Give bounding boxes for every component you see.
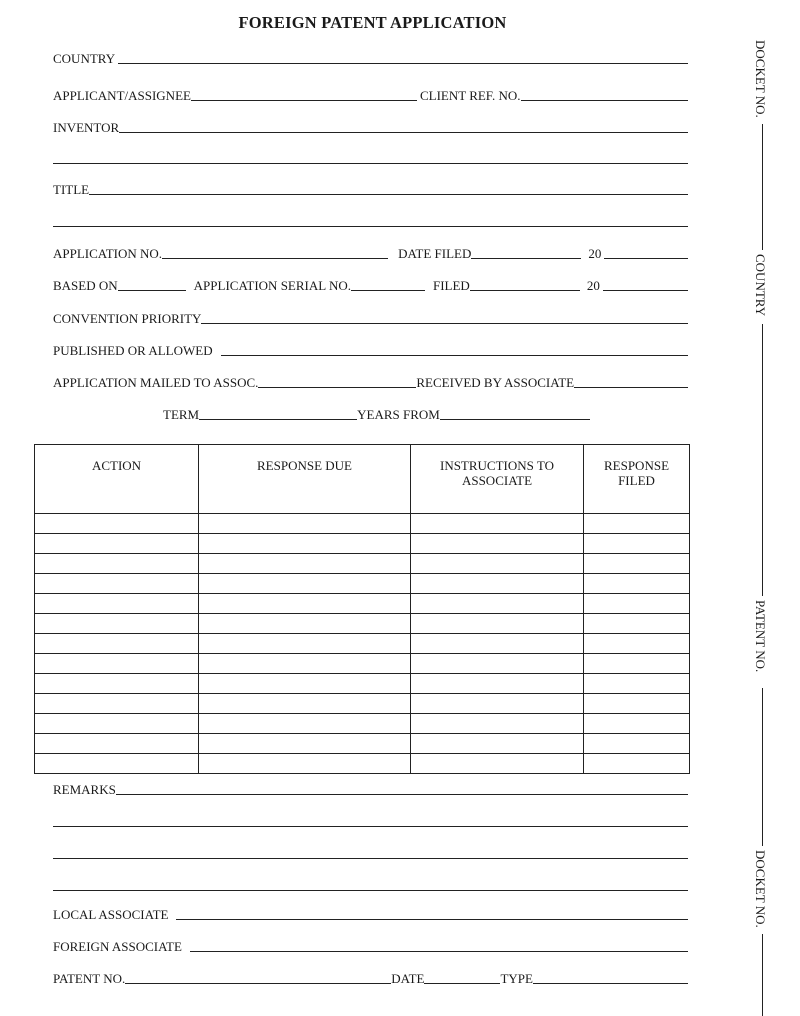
response-due-cell[interactable] [199, 534, 411, 554]
applicant-field[interactable] [191, 100, 417, 101]
action-table-row [35, 734, 690, 754]
rail-patent-no-label: PATENT NO. [753, 600, 768, 673]
response-due-cell[interactable] [199, 594, 411, 614]
instructions-cell[interactable] [411, 574, 584, 594]
instructions-header: INSTRUCTIONS TO ASSOCIATE [411, 445, 584, 514]
response-due-cell[interactable] [199, 734, 411, 754]
local-associate-field[interactable] [176, 919, 688, 920]
action-cell[interactable] [35, 694, 199, 714]
action-table-row [35, 554, 690, 574]
instructions-cell[interactable] [411, 694, 584, 714]
received-label: RECEIVED BY ASSOCIATE [416, 375, 575, 390]
response-filed-cell[interactable] [584, 614, 690, 634]
response-filed-cell[interactable] [584, 554, 690, 574]
rail-docket-no-field-top[interactable] [762, 124, 763, 250]
action-cell[interactable] [35, 514, 199, 534]
based-on-row [53, 272, 688, 294]
remarks-field-line-4[interactable] [53, 890, 688, 891]
client-ref-field[interactable] [521, 100, 688, 101]
serial-no-field[interactable] [351, 290, 425, 291]
published-field[interactable] [221, 355, 688, 356]
instructions-cell[interactable] [411, 634, 584, 654]
year-prefix-label: 20 [588, 246, 602, 261]
action-cell[interactable] [35, 554, 199, 574]
action-table-row [35, 754, 690, 774]
rail-docket-no-label-top: DOCKET NO. [753, 40, 768, 118]
years-from-label: YEARS FROM [357, 407, 440, 422]
years-from-field[interactable] [440, 419, 590, 420]
patent-no-label: PATENT NO. [53, 971, 126, 986]
country-row [53, 45, 688, 67]
based-on-field[interactable] [118, 290, 186, 291]
instructions-cell[interactable] [411, 514, 584, 534]
remarks-field[interactable] [116, 794, 688, 795]
action-table-row [35, 634, 690, 654]
response-filed-cell[interactable] [584, 514, 690, 534]
local-associate-row [53, 901, 688, 923]
title-field-line-2[interactable] [53, 226, 688, 227]
response-filed-cell[interactable] [584, 594, 690, 614]
response-filed-header: RESPONSE FILED [584, 445, 690, 514]
action-cell[interactable] [35, 674, 199, 694]
instructions-cell[interactable] [411, 754, 584, 774]
inventor-field[interactable] [119, 132, 688, 133]
country-field[interactable] [118, 63, 688, 64]
term-field[interactable] [199, 419, 357, 420]
filed-field[interactable] [470, 290, 580, 291]
instructions-cell[interactable] [411, 614, 584, 634]
term-row [163, 401, 603, 423]
action-cell[interactable] [35, 734, 199, 754]
form-title: FOREIGN PATENT APPLICATION [238, 13, 507, 32]
instructions-cell[interactable] [411, 714, 584, 734]
applicant-row [53, 82, 688, 104]
date-field[interactable] [424, 983, 500, 984]
published-row [53, 337, 688, 359]
response-filed-cell[interactable] [584, 534, 690, 554]
response-due-cell[interactable] [199, 754, 411, 774]
application-no-label: APPLICATION NO. [53, 246, 163, 261]
response-due-cell[interactable] [199, 574, 411, 594]
convention-label: CONVENTION PRIORITY [53, 311, 202, 326]
local-associate-label: LOCAL ASSOCIATE [53, 907, 169, 922]
rail-country-label: COUNTRY [753, 254, 768, 317]
action-table-row [35, 514, 690, 534]
action-table-row [35, 714, 690, 734]
response-filed-cell[interactable] [584, 634, 690, 654]
remarks-label: REMARKS [53, 782, 116, 797]
response-due-cell[interactable] [199, 674, 411, 694]
action-table-row [35, 534, 690, 554]
action-cell[interactable] [35, 654, 199, 674]
action-header: ACTION [35, 445, 199, 514]
title-row [53, 176, 688, 198]
action-table-row [35, 654, 690, 674]
action-cell[interactable] [35, 614, 199, 634]
date-label: DATE [391, 971, 425, 986]
response-due-cell[interactable] [199, 714, 411, 734]
date-filed-year-field[interactable] [604, 258, 688, 259]
response-filed-cell[interactable] [584, 754, 690, 774]
response-filed-cell[interactable] [584, 574, 690, 594]
response-due-cell[interactable] [199, 694, 411, 714]
rail-country-field[interactable] [762, 324, 763, 596]
action-table-row [35, 694, 690, 714]
country-label: COUNTRY [53, 51, 116, 66]
instructions-cell[interactable] [411, 554, 584, 574]
action-table-row [35, 614, 690, 634]
foreign-associate-field[interactable] [190, 951, 688, 952]
action-table-row [35, 594, 690, 614]
action-cell[interactable] [35, 754, 199, 774]
response-due-cell[interactable] [199, 654, 411, 674]
rail-patent-no-field[interactable] [762, 688, 763, 846]
action-table-row [35, 674, 690, 694]
instructions-cell[interactable] [411, 534, 584, 554]
application-no-row [53, 240, 688, 262]
response-filed-cell[interactable] [584, 694, 690, 714]
foreign-associate-row [53, 933, 688, 955]
response-due-cell[interactable] [199, 614, 411, 634]
inventor-row [53, 114, 688, 136]
type-field[interactable] [533, 983, 688, 984]
action-cell[interactable] [35, 634, 199, 654]
rail-docket-no-label-bottom: DOCKET NO. [753, 850, 768, 928]
mailed-label: APPLICATION MAILED TO ASSOC. [53, 375, 259, 390]
action-table-header [35, 445, 690, 514]
response-due-cell[interactable] [199, 514, 411, 534]
foreign-associate-label: FOREIGN ASSOCIATE [53, 939, 182, 954]
instructions-cell[interactable] [411, 674, 584, 694]
mailed-field[interactable] [258, 387, 416, 388]
published-label: PUBLISHED OR ALLOWED [53, 343, 213, 358]
response-filed-cell[interactable] [584, 714, 690, 734]
response-filed-cell[interactable] [584, 654, 690, 674]
action-cell[interactable] [35, 714, 199, 734]
received-field[interactable] [574, 387, 688, 388]
patent-no-field[interactable] [125, 983, 391, 984]
action-cell[interactable] [35, 594, 199, 614]
remarks-field-line-3[interactable] [53, 858, 688, 859]
filed-year-field[interactable] [603, 290, 688, 291]
inventor-label: INVENTOR [53, 120, 120, 135]
rail-docket-no-field-bottom[interactable] [762, 934, 763, 1016]
convention-field[interactable] [201, 323, 688, 324]
action-cell[interactable] [35, 574, 199, 594]
application-no-field[interactable] [162, 258, 388, 259]
inventor-field-line-2[interactable] [53, 163, 688, 164]
client-ref-label: CLIENT REF. NO. [419, 88, 521, 103]
based-on-label: BASED ON [53, 278, 118, 293]
title-label: TITLE [53, 182, 90, 197]
term-label: TERM [163, 407, 200, 422]
date-filed-label: DATE FILED [398, 246, 472, 261]
response-due-cell[interactable] [199, 634, 411, 654]
title-field[interactable] [89, 194, 688, 195]
instructions-cell[interactable] [411, 654, 584, 674]
convention-row [53, 305, 688, 327]
instructions-cell[interactable] [411, 734, 584, 754]
remarks-field-line-2[interactable] [53, 826, 688, 827]
serial-no-label: APPLICATION SERIAL NO. [193, 278, 351, 293]
response-due-cell[interactable] [199, 554, 411, 574]
filed-label: FILED [432, 278, 470, 293]
action-cell[interactable] [35, 534, 199, 554]
response-filed-cell[interactable] [584, 674, 690, 694]
remarks-row [53, 776, 688, 798]
action-table-row [35, 574, 690, 594]
type-label: TYPE [500, 971, 533, 986]
instructions-cell[interactable] [411, 594, 584, 614]
response-due-header: RESPONSE DUE [199, 445, 411, 514]
patent-no-row [53, 965, 688, 987]
date-filed-field[interactable] [471, 258, 581, 259]
mailed-row [53, 369, 688, 391]
year-prefix-label-2: 20 [586, 278, 600, 293]
response-filed-cell[interactable] [584, 734, 690, 754]
action-table [34, 444, 690, 774]
applicant-label: APPLICANT/ASSIGNEE [53, 88, 191, 103]
